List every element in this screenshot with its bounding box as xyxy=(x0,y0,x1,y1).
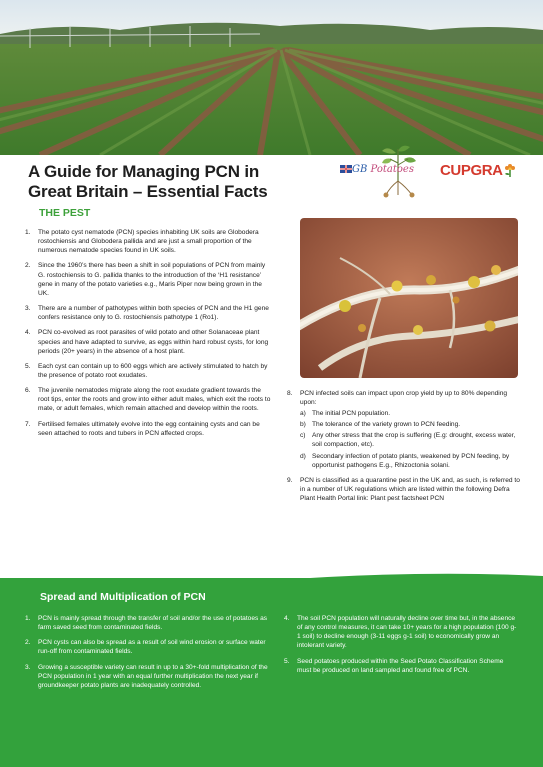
cupgra-logo xyxy=(440,162,516,179)
list-item: 1. PCN is mainly spread through the transfer of soil and/or the use of potatoes as farm saved seed from contaminated fields. xyxy=(25,615,268,632)
list-item: 2. PCN cysts can also be spread as a result of soil wind erosion or surface water run-off from contaminated fields. xyxy=(25,639,266,656)
cupgra-logo-text: CUPGRA xyxy=(440,162,503,179)
sub-item: d) Secondary infection of potato plants, weakened by PCN feeding, by opportunist pathogens E.g., Rhizoctonia solani. xyxy=(300,452,510,469)
sub-item: c) Any other stress that the crop is suffering (E.g: drought, excess water, soil compaction, etc). xyxy=(300,432,516,449)
list-item: 3. Growing a susceptible variety can result in up to a 30+-fold multiplication of the PCN population in 1 year with an equal further multiplication the next year if groundkeeper potato plants are inadequately controlled. xyxy=(25,663,268,689)
pest-list-left xyxy=(25,228,273,444)
page-title xyxy=(28,162,318,202)
spread-list-left xyxy=(25,614,273,696)
list-item: 5. Seed potatoes produced within the Seed Potato Classification Scheme must be produced on land sampled and found free of PCN. xyxy=(284,657,504,674)
list-item: 2. Since the 1960’s there has been a shift in soil populations of PCN from mainly G. rostochiensis to G. pallida thanks to the introduction of the ‘H1 resistance’ gene in many of the potato varieties e.g., Maris Piper now being grown in the UK. xyxy=(25,262,266,297)
list-item: 3. There are a number of pathotypes within both species of PCN and the H1 gene confers resistance only to G. rostochiensis pathotype 1 (Ro1). xyxy=(25,305,269,322)
spread-heading: Spread and Multiplication of PCN xyxy=(40,591,206,603)
potatoes-logo-text: Potatoes xyxy=(370,164,414,175)
gb-logo-text: GB xyxy=(352,164,368,175)
sub-item: b) The tolerance of the variety grown to PCN feeding. xyxy=(300,421,461,429)
list-item: 1. The potato cyst nematode (PCN) species inhabiting UK soils are Globodera rostochiensis and Globodera pallida and are just a small proportion of the numerous nematode species found in UK soils. xyxy=(25,229,259,255)
flower-icon xyxy=(504,162,516,178)
list-item: 4. PCN co-evolved as root parasites of wild potato and other Solanaceae plant species and have adapted to survive, as eggs within hard robust cysts, for long periods (20+ years) in the absence of a host plant. xyxy=(25,329,269,355)
list-item: 6. The juvenile nematodes migrate along the root exudate gradient towards the root tips, enter the roots and grow into either adult males, which exit the roots to mate, or adult females, which remain attached and develop within the roots. xyxy=(25,387,271,413)
pcn-cysts-photo xyxy=(300,218,518,378)
list-item: 8. PCN infected soils can impact upon crop yield by up to 80% depending upon: a) The initial PCN population. b) The tolerance of the variety grown to PCN feeding. c) Any other stress that the crop is suffering (E.g: drought, excess water, soil compaction, etc). d) Secondary infection of potato plants, weakened by PCN feeding, by opportunist pathogens E.g., Rhizoctonia solani. xyxy=(287,389,520,470)
spread-list-right xyxy=(284,614,518,681)
gb-potatoes-logo xyxy=(352,164,414,175)
sub-item: a) The initial PCN population. xyxy=(300,410,391,418)
hero-field-photo xyxy=(0,0,543,155)
list-item: 7. Fertilised females ultimately evolve into the egg containing cysts and can be seen attached to roots and tubers in PCN affected crops. xyxy=(25,420,260,437)
pest-list-right xyxy=(287,389,520,509)
title-line-1: A Guide for Managing PCN in xyxy=(28,162,260,181)
title-line-2: Great Britain – Essential Facts xyxy=(28,182,268,201)
pest-heading: THE PEST xyxy=(39,207,91,219)
list-item: 5. Each cyst can contain up to 600 eggs which are actively stimulated to hatch by the presence of potato root exudates. xyxy=(25,362,268,379)
list-item: 9. PCN is classified as a quarantine pest in the UK and, as such, is referred to in a number of UK regulations which are listed within the following Defra Plant Health Portal link: Plant pest factsheet PCN xyxy=(287,476,520,503)
list-item: 4. The soil PCN population will naturally decline over time but, in the absence of any control measures, it can take 10+ years for a high population (100 g-1 soil) to decline enough (3-11 eggs g-1 soil) to economically grow an intolerant variety. xyxy=(284,615,517,650)
